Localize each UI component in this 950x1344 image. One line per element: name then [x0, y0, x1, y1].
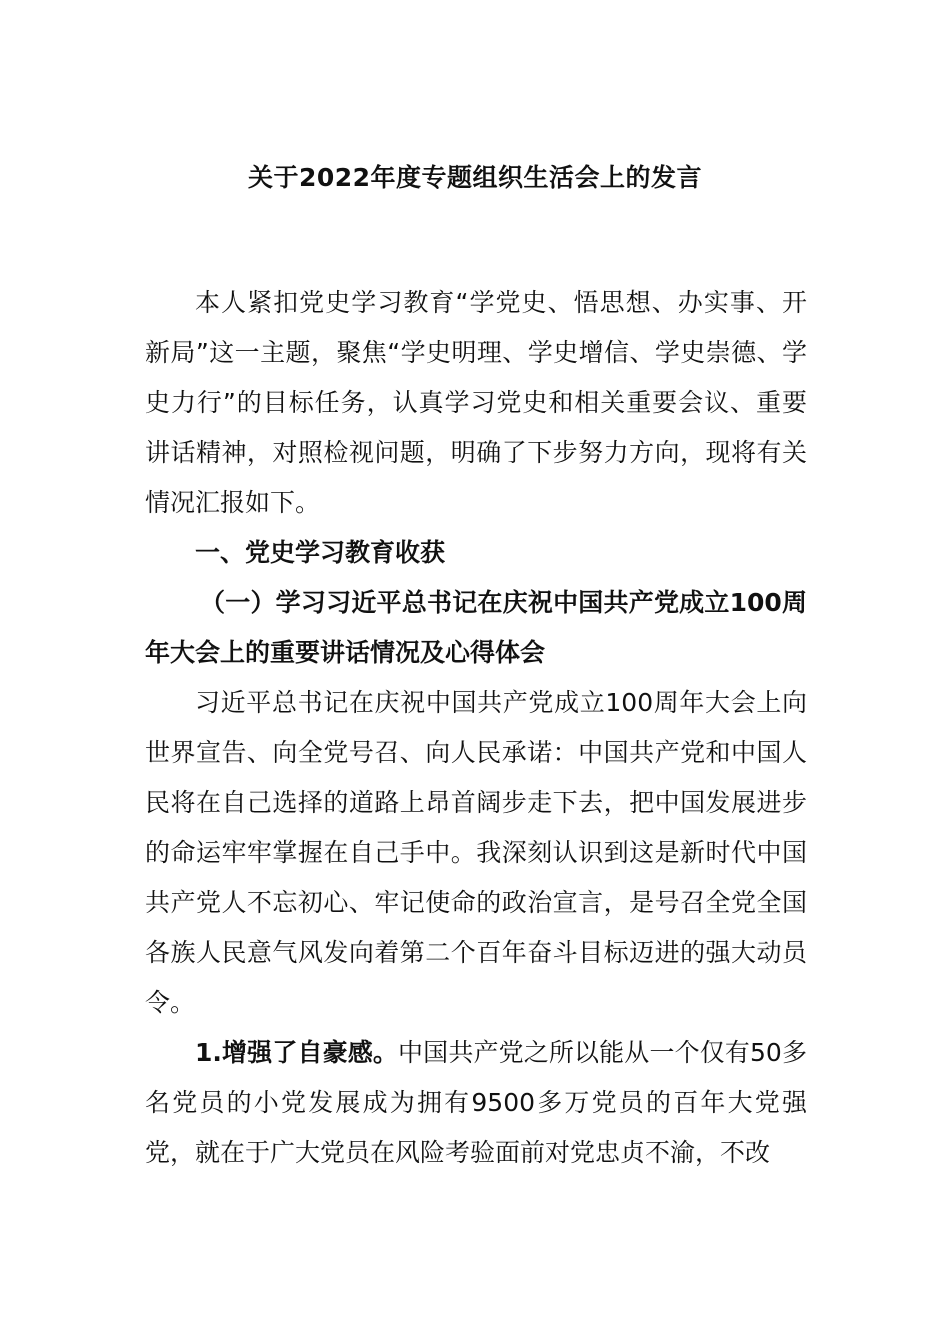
point-lead: 1.增强了自豪感。 — [195, 1038, 399, 1067]
body-paragraph: 习近平总书记在庆祝中国共产党成立100周年大会上向世界宣告、向全党号召、向人民承诺：中国共产党和中国人民将在自己选择的道路上昂首阔步走下去，把中国发展进步的命运牢牢掌握在自己手中。我深刻认识到这是新时代中国共产党人不忘初心、牢记使命的政治宣言，是号召全党全国各族人民意气风发向着第二个百年奋斗目标迈进的强大动员令。 — [145, 688, 807, 1017]
point-text: 中国共产党之所以能从一个仅有50多名党员的小党发展成为拥有9500多万党员的百年大党强党，就在于广大党员在风险考验面前对党忠贞不渝，不改 — [145, 1038, 807, 1167]
document-body — [145, 278, 807, 1178]
intro-paragraph: 本人紧扣党史学习教育“学党史、悟思想、办实事、开新局”这一主题，聚焦“学史明理、学史增信、学史崇德、学史力行”的目标任务，认真学习党史和相关重要会议、重要讲话精神，对照检视问题，明确了下步努力方向，现将有关情况汇报如下。 — [145, 288, 807, 517]
subsection-heading: （一）学习习近平总书记在庆祝中国共产党成立100周年大会上的重要讲话情况及心得体会 — [145, 588, 807, 667]
section-heading: 一、党史学习教育收获 — [195, 538, 446, 567]
point-paragraph — [145, 1028, 807, 1178]
document-title: 关于2022年度专题组织生活会上的发言 — [247, 163, 703, 192]
